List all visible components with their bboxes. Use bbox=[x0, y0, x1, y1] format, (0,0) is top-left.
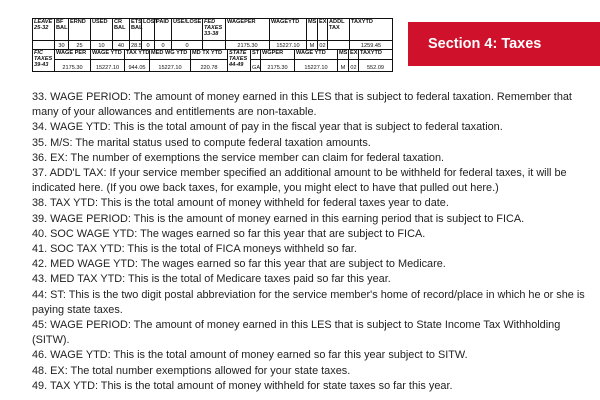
les-fica-state-table bbox=[32, 49, 393, 72]
les-cell: BF BAL bbox=[55, 19, 69, 41]
list-item: 33. WAGE PERIOD: The amount of money earned in this LES that is subject to federal taxation. Remember that many of your allowances and entitlements are non-taxable. bbox=[32, 91, 572, 119]
les-cell: USED bbox=[91, 19, 113, 41]
les-cell: 2175.30 bbox=[55, 60, 91, 72]
list-item: 34. WAGE YTD: This is the total amount of pay in the fiscal year that is subject to federal taxation. bbox=[32, 121, 503, 134]
les-cell: 15227.10 bbox=[150, 60, 191, 72]
les-cell: WAGE YTD bbox=[91, 50, 125, 60]
les-cell: 220.78 bbox=[191, 60, 228, 72]
list-item: 42. MED WAGE YTD: The wages earned so far this year that are subject to Medicare. bbox=[32, 258, 446, 271]
les-cell: ST bbox=[251, 50, 261, 60]
les-cell: CR BAL bbox=[113, 19, 130, 41]
les-cell: GA bbox=[251, 60, 261, 72]
les-cell: FED TAXES 33-38 bbox=[203, 19, 226, 41]
les-cell: M bbox=[307, 41, 318, 50]
les-cell: ERND bbox=[69, 19, 91, 41]
les-tax-excerpt bbox=[32, 18, 392, 72]
list-item: 41. SOC TAX YTD: This is the total of FICA moneys withheld so far. bbox=[32, 243, 357, 256]
les-cell: MD TX YTD bbox=[191, 50, 228, 60]
les-cell: WGPER bbox=[261, 50, 295, 60]
les-cell: MS bbox=[338, 50, 349, 60]
les-cell: 40 bbox=[113, 41, 130, 50]
les-cell: 10 bbox=[91, 41, 113, 50]
les-cell: ADDL TAX bbox=[328, 19, 350, 41]
list-item: 39. WAGE PERIOD: This is the amount of money earned in this earning period that is subject to FICA. bbox=[32, 212, 525, 225]
les-cell: USE/LOSE bbox=[172, 19, 203, 41]
list-item: 40. SOC WAGE YTD: The wages earned so far this year that are subject to FICA. bbox=[32, 227, 426, 240]
les-cell: LEAVE 25-32 bbox=[33, 19, 55, 41]
les-cell: 15227.10 bbox=[270, 41, 307, 50]
list-item: 37. ADD'L TAX: If your service member specified an additional amount to be withheld for federal taxes, it will be indicated here. (If you owe back taxes, for example, you might elect to have that pulled out here.) bbox=[32, 167, 567, 195]
list-item: 35. M/S: The marital status used to compute federal taxation amounts. bbox=[32, 136, 371, 149]
les-cell: 28.5 bbox=[130, 41, 142, 50]
les-cell: 0 bbox=[172, 41, 203, 50]
les-cell: 30 bbox=[55, 41, 69, 50]
les-cell: 25 bbox=[69, 41, 91, 50]
list-item: 43. MED TAX YTD: This is the total of Medicare taxes paid so far this year. bbox=[32, 273, 391, 286]
les-cell: 1259.45 bbox=[350, 41, 393, 50]
les-cell: EX bbox=[318, 19, 328, 41]
les-cell: WAGEPER bbox=[226, 19, 270, 41]
explanation-list bbox=[32, 90, 587, 394]
les-cell: LOST bbox=[142, 19, 155, 41]
les-cell: 15227.10 bbox=[295, 60, 338, 72]
list-item: 44: ST: This is the two digit postal abbreviation for the service member's home of record/place in which he or she is paying state taxes. bbox=[32, 288, 585, 316]
les-cell: WAGE PER bbox=[55, 50, 91, 60]
les-cell: EX bbox=[349, 50, 359, 60]
les-cell: 0 bbox=[142, 41, 155, 50]
les-cell: 02 bbox=[318, 41, 328, 50]
les-leave-fed-table bbox=[32, 18, 393, 50]
section-banner bbox=[408, 22, 600, 66]
les-cell: 2175.30 bbox=[261, 60, 295, 72]
list-item: 46. WAGE YTD: This is the total amount of money earned so far this year subject to SITW. bbox=[32, 349, 468, 362]
les-cell: 552.09 bbox=[359, 60, 393, 72]
les-cell: WAGEYTD bbox=[270, 19, 307, 41]
list-item: 36. EX: The number of exemptions the service member can claim for federal taxation. bbox=[32, 151, 445, 164]
les-cell: TAXYTD bbox=[350, 19, 393, 41]
list-item: 49. TAX YTD: This is the total amount of money withheld for state taxes so far this year. bbox=[32, 379, 453, 392]
les-cell: MS bbox=[307, 19, 318, 41]
les-cell: TAX YTD bbox=[125, 50, 150, 60]
les-cell: 944.05 bbox=[125, 60, 150, 72]
les-cell: 15227.10 bbox=[91, 60, 125, 72]
list-item: 48. EX: The total number exemptions allowed for your state taxes. bbox=[32, 364, 351, 377]
list-item: 45: WAGE PERIOD: The amount of money earned in this LES that is subject to State Income Tax Withholding (SITW). bbox=[32, 319, 561, 347]
les-cell: M bbox=[338, 60, 349, 72]
les-cell: FIC TAXES 39-43 bbox=[33, 50, 55, 72]
les-cell: PAID bbox=[155, 19, 172, 41]
les-cell: 2175.30 bbox=[226, 41, 270, 50]
les-cell: WAGE YTD bbox=[295, 50, 338, 60]
les-cell: STATE TAXES 44-49 bbox=[228, 50, 251, 72]
list-item: 38. TAX YTD: This is the total amount of money withheld for federal taxes year to date. bbox=[32, 197, 449, 210]
les-cell: TAXYTD bbox=[359, 50, 393, 60]
les-cell: ETS BAL bbox=[130, 19, 142, 41]
les-cell: MED WG YTD bbox=[150, 50, 191, 60]
les-cell: 02 bbox=[349, 60, 359, 72]
les-cell: 0 bbox=[155, 41, 172, 50]
section-title: Section 4: Taxes bbox=[428, 36, 542, 52]
